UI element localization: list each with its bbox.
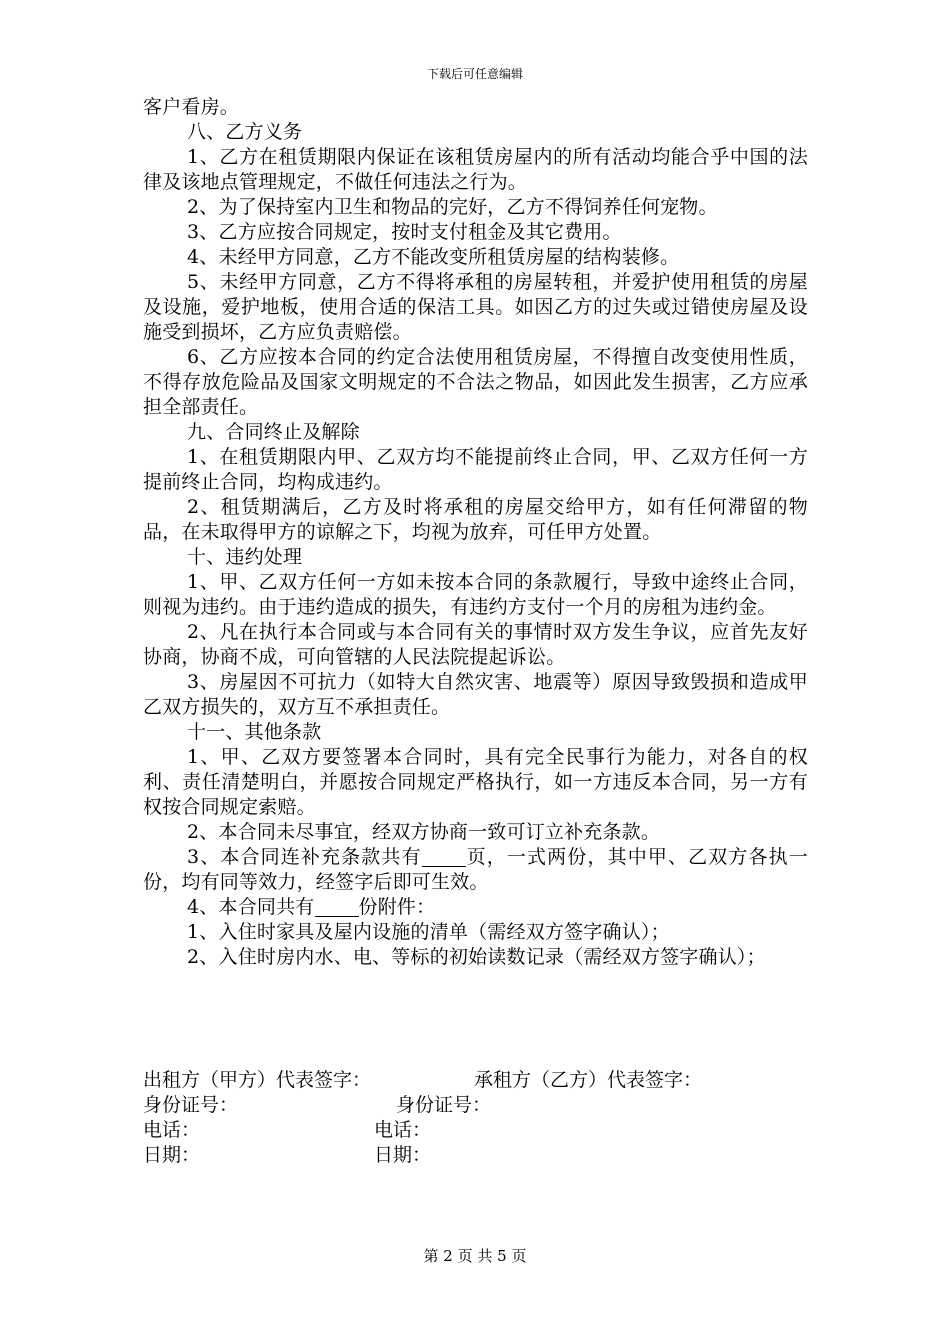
paragraph-text: 2、本合同未尽事宜，经双方协商一致可订立补充条款。 [187,821,661,843]
contract-paragraph [143,245,808,270]
paragraph-text: 3、房屋因不可抗力（如特大自然灾害、地震等）原因导致毁损和造成甲乙双方损失的，双方互不承担责任。 [143,671,808,718]
contract-paragraph [143,845,808,895]
paragraph-text-after-blank: 份附件： [358,896,436,918]
contract-paragraph [143,95,808,120]
paragraph-text: 2、为了保持室内卫生和物品的完好，乙方不得饲养任何宠物。 [187,196,718,218]
paragraph-text: 4、本合同共有 [187,896,315,918]
paragraph-text-after-blank: 页，一式两份，其中甲、乙双方各执一份，均有同等效力，经签字后即可生效。 [143,846,808,893]
paragraph-text: 1、在租赁期限内甲、乙双方均不能提前终止合同，甲、乙双方任何一方提前终止合同，均构成违约。 [143,446,808,493]
contract-paragraph [143,570,808,620]
lessee-id-label: 身份证号： [396,1094,492,1116]
lessee-date-label: 日期： [374,1144,432,1166]
contract-paragraph [143,220,808,245]
contract-paragraph [143,495,808,545]
contract-paragraph [143,120,808,145]
paragraph-text: 1、入住时家具及屋内设施的清单（需经双方签字确认）； [187,921,670,943]
page-number: 第 2 页 共 5 页 [423,1247,527,1265]
signature-row-phone [143,1118,843,1143]
contract-paragraph [143,345,808,420]
contract-paragraph [143,720,808,745]
paragraph-text: 十一、其他条款 [187,721,322,743]
contract-paragraph [143,670,808,720]
paragraph-text: 八、乙方义务 [187,121,303,143]
signature-block [143,1068,843,1168]
paragraph-text: 十、违约处理 [187,546,303,568]
contract-body [143,95,808,970]
contract-paragraph [143,745,808,820]
contract-paragraph [143,445,808,495]
paragraph-text: 2、租赁期满后，乙方及时将承租的房屋交给甲方，如有任何滞留的物品，在未取得甲方的谅解之下，均视为放弃，可任甲方处置。 [143,496,808,543]
contract-paragraph [143,920,808,945]
lessor-date-label: 日期： [143,1144,201,1166]
fill-in-blank [422,846,466,867]
signature-row-id [143,1093,843,1118]
lessee-representative-label: 承租方（乙方）代表签字： [474,1069,703,1091]
contract-paragraph [143,145,808,195]
contract-paragraph [143,270,808,345]
lessee-phone-label: 电话： [374,1119,432,1141]
contract-paragraph [143,820,808,845]
paragraph-text: 1、甲、乙双方要签署本合同时，具有完全民事行为能力，对各自的权利、责任清楚明白，并愿按合同规定严格执行，如一方违反本合同，另一方有权按合同规定索赔。 [143,746,808,818]
lessor-id-label: 身份证号： [143,1094,239,1116]
contract-paragraph [143,195,808,220]
contract-paragraph [143,945,808,970]
contract-paragraph [143,545,808,570]
signature-row-representatives [143,1068,843,1093]
paragraph-text: 6、乙方应按本合同的约定合法使用租赁房屋，不得擅自改变使用性质，不得存放危险品及国家文明规定的不合法之物品，如因此发生损害，乙方应承担全部责任。 [143,346,808,418]
paragraph-text: 3、乙方应按合同规定，按时支付租金及其它费用。 [187,221,622,243]
paragraph-text: 5、未经甲方同意，乙方不得将承租的房屋转租，并爱护使用租赁的房屋及设施，爱护地板，使用合适的保洁工具。如因乙方的过失或过错使房屋及设施受到损坏，乙方应负责赔偿。 [143,271,808,343]
contract-paragraph [143,895,808,920]
paragraph-text: 2、凡在执行本合同或与本合同有关的事情时双方发生争议，应首先友好协商，协商不成，可向管辖的人民法院提起诉讼。 [143,621,808,668]
paragraph-text: 2、入住时房内水、电、等标的初始读数记录（需经双方签字确认）； [187,946,766,968]
signature-row-date [143,1143,843,1168]
lessor-representative-label: 出租方（甲方）代表签字： [143,1069,372,1091]
paragraph-text: 4、未经甲方同意，乙方不能改变所租赁房屋的结构装修。 [187,246,680,268]
contract-paragraph [143,620,808,670]
contract-paragraph [143,420,808,445]
paragraph-text: 九、合同终止及解除 [187,421,360,443]
lessor-phone-label: 电话： [143,1119,201,1141]
page-header: 下载后可任意编辑 [426,67,523,81]
paragraph-text: 客户看房。 [143,96,240,118]
fill-in-blank [315,896,359,917]
paragraph-text: 1、甲、乙双方任何一方如未按本合同的条款履行，导致中途终止合同，则视为违约。由于违约造成的损失，有违约方支付一个月的房租为违约金。 [143,571,808,618]
paragraph-text: 1、乙方在租赁期限内保证在该租赁房屋内的所有活动均能合乎中国的法律及该地点管理规定，不做任何违法之行为。 [143,146,808,193]
paragraph-text: 3、本合同连补充条款共有 [187,846,422,868]
